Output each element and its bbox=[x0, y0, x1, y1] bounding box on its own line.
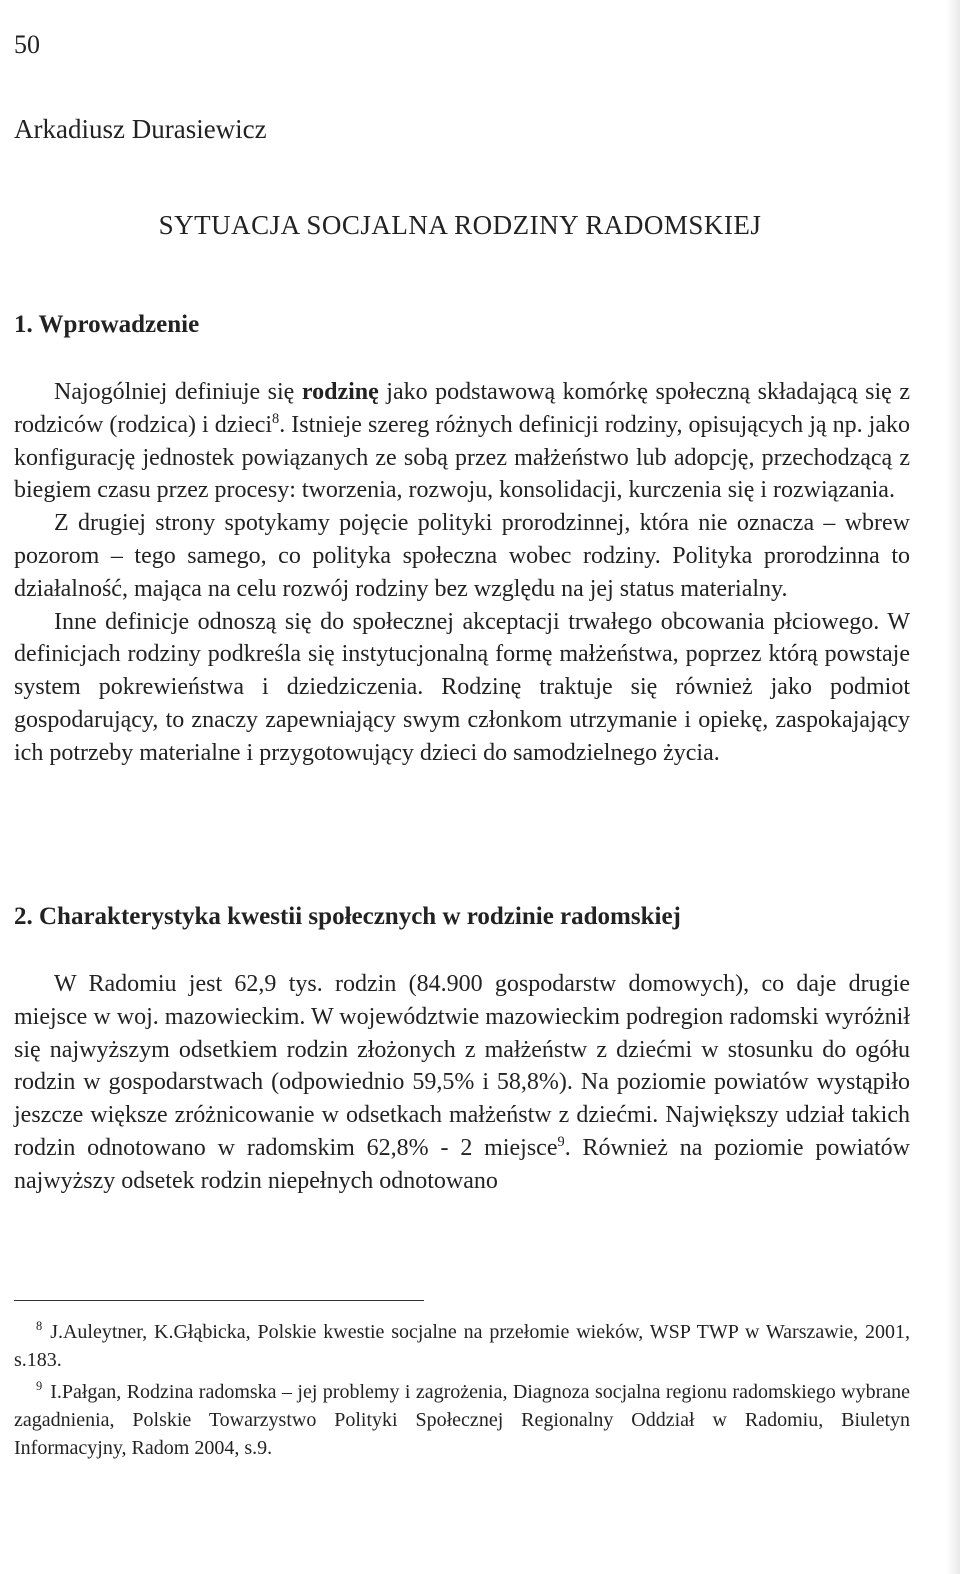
section-2-heading: 2. Charakterystyka kwestii społecznych w rodzinie radomskiej bbox=[14, 903, 681, 930]
section-1-body bbox=[14, 376, 910, 770]
paragraph-4-text-a: W Radomiu jest 62,9 tys. rodzin (84.900 gospodarstw domowych), co daje drugie miejsce w woj. mazowieckim. W województwie mazowieckim podregion radomski wyróżnił się najwyższym odsetkiem rodzin złożonych z małżeństw z dziećmi w stosunku do ogółu rodzin w gospodarstwach (odpowiednio 59,5% i 58,8%). Na poziomie powiatów wystąpiło jeszcze większe zróżnicowanie w odsetkach małżeństw z dziećmi. Największy udział takich rodzin odnotowano w radomskim 62,8% - 2 miejsce bbox=[14, 971, 910, 1161]
footnote-9-mark: 9 bbox=[36, 1379, 43, 1394]
section-2-body bbox=[14, 968, 910, 1198]
paragraph-4 bbox=[14, 968, 910, 1198]
footnote-separator bbox=[14, 1300, 424, 1301]
footnote-9 bbox=[14, 1378, 910, 1462]
footnote-9-text: I.Pałgan, Rodzina radomska – jej problemy i zagrożenia, Diagnoza socjalna regionu radomskiego wybrane zagadnienia, Polskie Towarzystwo Polityki Społecznej Regionalny Oddział w Radomiu, Biuletyn Informacyjny, Radom 2004, s.9. bbox=[14, 1381, 910, 1459]
paragraph-1 bbox=[14, 376, 910, 507]
footnote-ref-8: 8 bbox=[272, 410, 280, 427]
section-1-heading: 1. Wprowadzenie bbox=[14, 311, 200, 338]
footnote-8 bbox=[14, 1318, 910, 1374]
paragraph-2: Z drugiej strony spotykamy pojęcie polityki prorodzinnej, która nie oznacza – wbrew pozorom – tego samego, co polityka społeczna wobec rodziny. Polityka prorodzinna to działalność, mająca na celu rozwój rodziny bez względu na jej status materialny. bbox=[14, 510, 910, 602]
footnote-8-mark: 8 bbox=[36, 1319, 43, 1334]
footnote-8-text: J.Auleytner, K.Głąbicka, Polskie kwestie socjalne na przełomie wieków, WSP TWP w Warszawie, 2001, s.183. bbox=[14, 1321, 910, 1371]
article-title: SYTUACJA SOCJALNA RODZINY RADOMSKIEJ bbox=[158, 210, 762, 240]
page-number: 50 bbox=[14, 30, 40, 59]
paragraph-1-text-b: jako podstawową komórkę społeczną składającą się z rodziców (rodzica) i dzieci bbox=[14, 379, 910, 438]
paragraph-3: Inne definicje odnoszą się do społecznej akceptacji trwałego obcowania płciowego. W definicjach rodziny podkreśla się instytucjonalną formę małżeństwa, poprzez którą powstaje system pokrewieństwa i dziedziczenia. Rodzinę traktuje się również jako podmiot gospodarujący, to znaczy zapewniający swym członkom utrzymanie i opiekę, zaspokajający ich potrzeby materialne i przygotowujący dzieci do samodzielnego życia. bbox=[14, 608, 910, 766]
paragraph-1-text-c: . Istnieje szereg różnych definicji rodziny, opisujących ją np. jako konfigurację jednostek powiązanych ze sobą przez małżeństwo lub adopcję, przechodzącą z biegiem czasu przez procesy: tworzenia, rozwoju, konsolidacji, kurczenia się i rozwiązania. bbox=[14, 411, 910, 504]
term-rodzine: rodzinę bbox=[301, 379, 379, 405]
paragraph-4-text-b: . Również na poziomie powiatów najwyższy odsetek rodzin niepełnych odnotowano bbox=[14, 1134, 910, 1194]
author-name: Arkadiusz Durasiewicz bbox=[14, 114, 267, 144]
page-edge-shadow bbox=[946, 0, 960, 1574]
paragraph-1-text-a: Najogólniej definiuje się bbox=[54, 379, 302, 405]
footnote-ref-9: 9 bbox=[557, 1133, 565, 1150]
